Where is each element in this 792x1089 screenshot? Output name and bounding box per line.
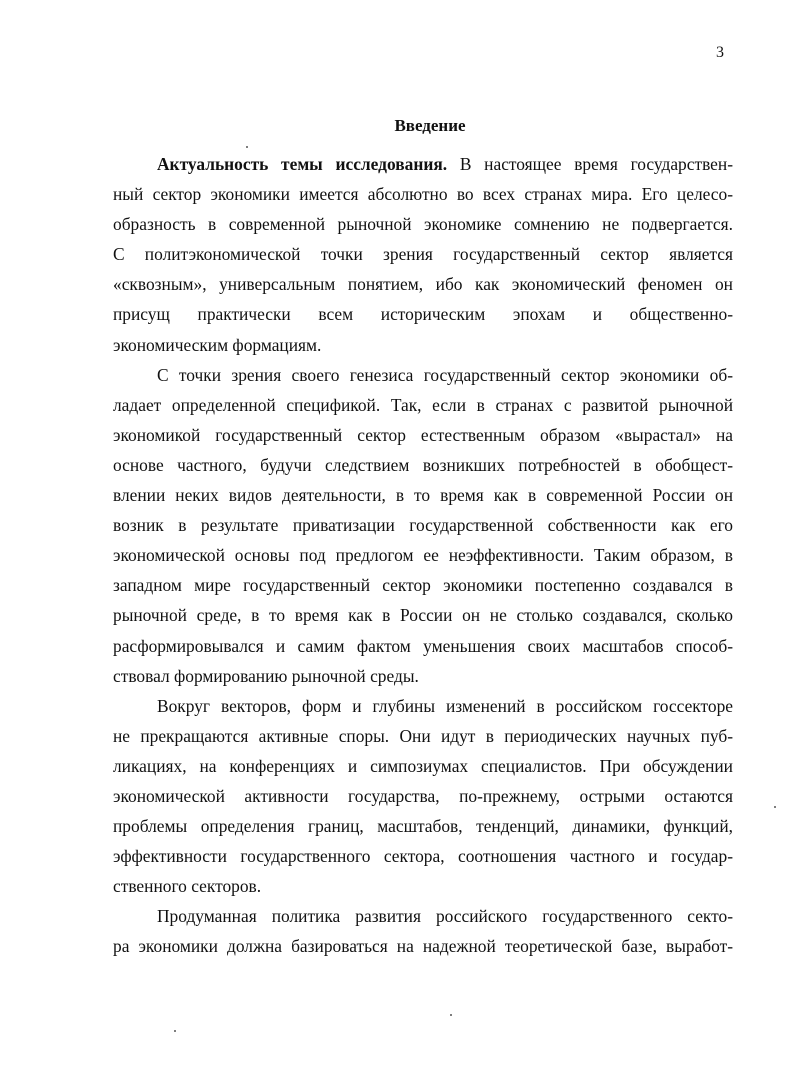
text-line	[113, 540, 733, 570]
text-line	[113, 931, 733, 961]
line-text: ный сектор экономики имеется абсолютно во всех странах мира. Его целесо-	[113, 184, 733, 205]
text-line	[113, 360, 733, 390]
text-line	[113, 269, 733, 299]
text-line	[113, 299, 733, 329]
line-text: экономикой государственный сектор естественным образом «вырастал» на	[113, 424, 733, 445]
line-text: ствовал формированию рыночной среды.	[113, 665, 419, 686]
text-line	[113, 871, 733, 901]
text-line	[113, 721, 733, 751]
line-text: эффективности государственного сектора, соотношения частного и государ-	[113, 846, 733, 867]
line-text: не прекращаются активные споры. Они идут в периодических научных пуб-	[113, 725, 733, 746]
line-text: Продуманная политика развития российского государственного секто-	[157, 906, 733, 927]
line-text: возник в результате приватизации государственной собственности как его	[113, 515, 733, 536]
text-line	[113, 390, 733, 420]
text-line	[113, 330, 733, 360]
line-text: экономической активности государства, по-прежнему, острыми остаются	[113, 785, 733, 806]
text-line	[113, 751, 733, 781]
text-line	[113, 781, 733, 811]
page-number: 3	[716, 44, 724, 61]
line-text: С точки зрения своего генезиса государственный сектор экономики об-	[157, 364, 733, 385]
line-text: влении неких видов деятельности, в то время как в современной России он	[113, 485, 733, 506]
text-line	[113, 600, 733, 630]
line-text: «сквозным», универсальным понятием, ибо как экономический феномен он	[113, 274, 733, 295]
scan-speck	[246, 146, 248, 148]
text-line	[113, 480, 733, 510]
line-text: ственного секторов.	[113, 876, 262, 897]
line-text: ладает определенной спецификой. Так, если в странах с развитой рыночной	[113, 394, 733, 415]
line-text: Вокруг векторов, форм и глубины изменений в российском госсекторе	[157, 695, 733, 716]
scan-speck	[450, 1014, 452, 1016]
text-line	[113, 570, 733, 600]
text-line	[113, 631, 733, 661]
line-text: рыночной среде, в то время как в России он не столько создавался, сколько	[113, 605, 733, 626]
line-text: С политэкономической точки зрения государственный сектор является	[113, 244, 733, 265]
body-text	[113, 149, 733, 962]
text-line	[113, 450, 733, 480]
line-text: расформировывался и самим фактом уменьшения своих масштабов способ-	[113, 635, 733, 656]
text-line	[113, 209, 733, 239]
section-heading: Введение	[394, 116, 466, 135]
text-line	[113, 179, 733, 209]
line-text: западном мире государственный сектор экономики постепенно создавался в	[113, 575, 733, 596]
text-line	[113, 691, 733, 721]
text-line	[113, 149, 733, 179]
text-line	[113, 420, 733, 450]
scan-speck	[174, 1030, 176, 1032]
text-line	[113, 901, 733, 931]
text-line	[113, 811, 733, 841]
line-text: ра экономики должна базироваться на надежной теоретической базе, выработ-	[113, 936, 733, 957]
lead-phrase: Актуальность темы исследования.	[157, 154, 448, 174]
text-line	[113, 661, 733, 691]
text-line	[113, 239, 733, 269]
line-text: основе частного, будучи следствием возникших потребностей в обобщест-	[113, 454, 733, 475]
line-text: В настоящее время государствен-	[447, 154, 733, 174]
text-line	[113, 841, 733, 871]
line-text: проблемы определения границ, масштабов, тенденций, динамики, функций,	[113, 816, 733, 837]
line-text: образность в современной рыночной экономике сомнению не подвергается.	[113, 214, 733, 235]
scan-speck	[774, 806, 776, 808]
line-text: присущ практически всем историческим эпохам и общественно-	[113, 304, 733, 325]
line-text: ликациях, на конференциях и симпозиумах специалистов. При обсуждении	[113, 755, 733, 776]
line-text: экономической основы под предлогом ее неэффективности. Таким образом, в	[113, 545, 733, 566]
line-text: экономическим формациям.	[113, 334, 322, 355]
text-line	[113, 510, 733, 540]
